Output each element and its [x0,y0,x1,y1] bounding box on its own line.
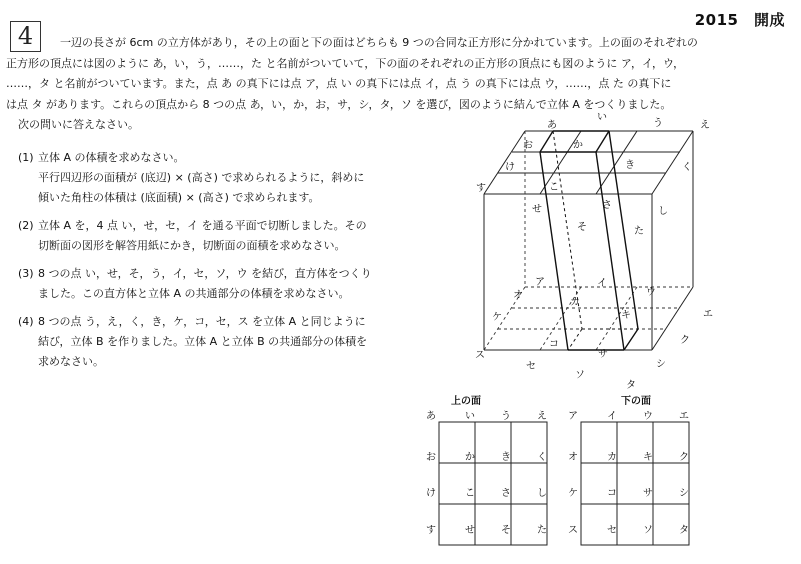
grid-label: か [465,452,475,463]
grid-label: オ [568,452,578,463]
grid-label: し [537,488,547,499]
vertex-label: コ [549,339,559,350]
exam-tag: 2015 開成 [694,11,785,29]
vertex-label: カ [570,297,580,308]
vertex-label: ス [475,350,485,361]
top-face-title: 上の面 [451,396,481,407]
grid-label: い [465,411,475,422]
vertex-label: こ [549,182,559,193]
vertex-label: す [476,183,486,194]
vertex-label: サ [598,349,608,360]
grid-label: お [426,452,436,463]
question-text: ました。この直方体と立体 A の共通部分の体積を求めなさい。 [38,287,350,300]
question-text: 傾いた角柱の体積は (底面積) × (高さ) で求められます。 [38,191,320,204]
grid-label: く [537,452,547,463]
question-number: (4) [18,315,34,328]
question-text: 結び，立体 B を作りました。立体 A と立体 B の共通部分の体積を [38,335,368,348]
vertex-label: オ [513,290,523,301]
grid-label: あ [426,411,436,422]
vertex-label: タ [626,380,636,391]
grid-label: ク [679,452,689,463]
vertex-label: キ [621,310,631,321]
grid-label: サ [643,488,653,499]
grid-label: イ [607,411,617,422]
question-text: 平行四辺形の面積が (底辺) × (高さ) で求められるように，斜めに [38,171,365,184]
grid-label: ス [568,525,578,536]
intro-line: 正方形の頂点には図のように あ，い，う，……，た と名前がついていて，下の面のそれぞれの正方形の頂点にも図のように ア，イ，ウ， [6,56,685,70]
question-text: 8 つの点 う，え，く，き，ケ，コ，セ，ス を立体 A と同じように [38,315,366,328]
vertex-label: ウ [646,287,656,298]
vertex-label: い [597,112,607,123]
grid-label: シ [679,488,689,499]
question-number: (1) [18,151,34,164]
top-face-grid [484,131,693,194]
vertex-label: う [653,118,663,129]
vertex-label: ク [680,335,690,346]
grid-label: タ [679,525,689,536]
problem-number-box: 4 [10,21,41,52]
vertex-label: き [625,160,635,171]
grid-label: ソ [643,525,653,536]
vertex-label: エ [703,309,713,320]
grid-label: き [501,452,511,463]
vertex-label: え [700,120,710,131]
grid-label: そ [501,525,511,536]
grid-label: う [501,411,511,422]
vertex-label: け [505,162,515,173]
question-text: 8 つの点 い，せ，そ，う，イ，セ，ソ，ウ を結び，直方体をつくり [38,267,372,280]
grid-label: た [537,525,547,536]
grid-label: ケ [568,488,578,499]
bottom-grid-labels [568,410,689,536]
grid-label: セ [607,525,617,536]
vertex-label: か [573,140,583,151]
vertex-label: く [682,162,692,173]
vertex-label: シ [656,359,666,370]
grid-label: ウ [643,411,653,422]
question-text: 切断面の図形を解答用紙にかき，切断面の面積を求めなさい。 [38,239,346,252]
question-text: 立体 A の体積を求めなさい。 [38,151,185,164]
bottom-face-diagram [581,422,689,545]
intro-line: 一辺の長さが 6cm の立方体があり，その上の面と下の面はどちらも 9 つの合同な正方形に分かれています。上の面のそれぞれの [60,36,698,49]
grid-label: け [426,488,436,499]
top-grid-labels [426,410,547,536]
question-text: 求めなさい。 [38,355,104,368]
vertex-label: せ [532,204,542,215]
vertex-label: た [634,226,644,237]
grid-label: ア [568,411,578,422]
grid-label: さ [501,488,511,499]
grid-label: え [537,411,547,422]
bottom-face-title: 下の面 [621,396,651,407]
vertex-label: ケ [492,312,502,323]
question-number: (3) [18,267,34,280]
vertex-label: ソ [575,370,585,381]
vertex-label: そ [577,222,587,233]
grid-label: カ [607,452,617,463]
vertex-label: イ [597,278,607,289]
question-number: (2) [18,219,34,232]
question-text: 立体 A を，4 点 い，せ，セ，イ を通る平面で切断しました。その [38,219,367,232]
grid-label: コ [607,488,617,499]
grid-label: す [426,525,436,536]
intro-line: ……，タ と名前がついています。また，点 あ の真下には点 ア，点 い の真下には点 イ，点 う の真下には点 ウ，……，点 た の真下に [6,77,672,90]
vertex-label: セ [526,361,536,372]
vertex-label: し [658,206,668,217]
grid-label: キ [643,452,653,463]
vertex-label: ア [535,277,545,288]
cube-edges [484,131,693,350]
vertex-label: お [523,140,533,151]
grid-label: せ [465,525,475,536]
bottom-vertex-labels [475,277,713,391]
grid-label: こ [465,488,475,499]
grid-label: エ [679,411,689,422]
vertex-label: さ [602,200,612,211]
vertex-label: あ [547,120,557,131]
hidden-edges [484,131,693,350]
intro-line: は点 タ があります。これらの頂点から 8 つの点 あ，い，か，お，サ，シ，タ，ソ を選び，図のように結んで立体 A をつくりました。 [6,97,672,111]
intro-line: 次の問いに答えなさい。 [18,118,139,131]
top-face-diagram [439,422,547,545]
